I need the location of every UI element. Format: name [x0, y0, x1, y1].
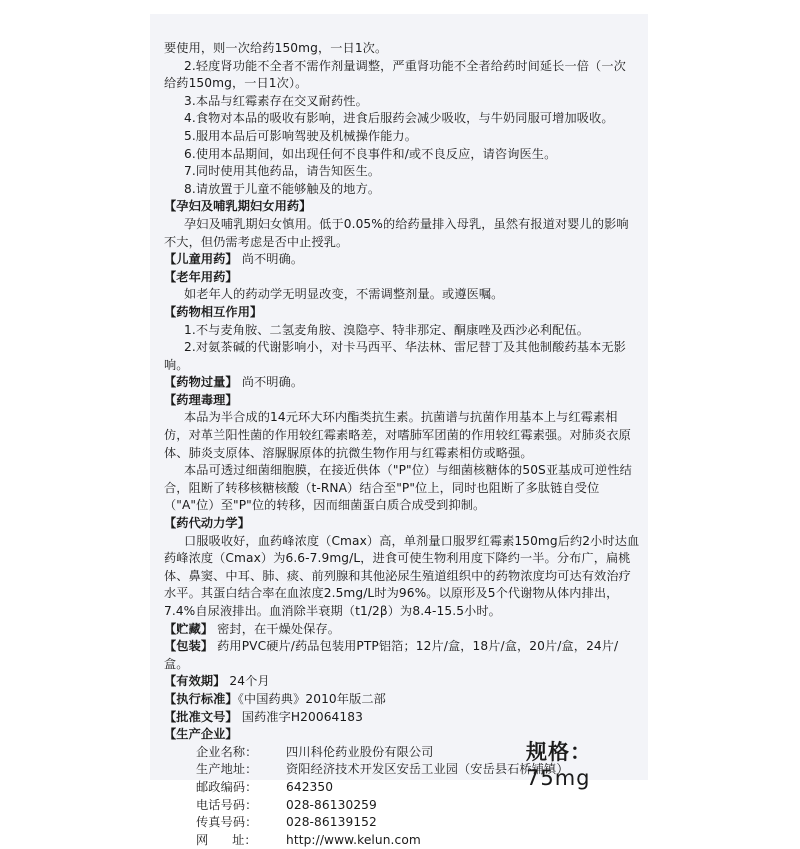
section-label: 【有效期】 — [164, 674, 226, 689]
section-label: 【药代动力学】 — [164, 516, 251, 531]
company-fax-row — [164, 814, 640, 832]
section-children — [164, 251, 640, 269]
text-line: 8.请放置于儿童不能够触及的地方。 — [184, 181, 381, 196]
text-line: 本品为半合成的14元环大环内酯类抗生素。抗菌谱与抗菌作用基本上与红霉素相 — [184, 410, 618, 425]
section-overdose — [164, 374, 640, 392]
text-line: 仿，对革兰阳性菌的作用较红霉素略差，对嗜肺军团菌的作用较红霉素强。对肺炎衣原 — [164, 428, 631, 443]
company-field-value: 028-86139152 — [286, 815, 377, 830]
text-line: 7.同时使用其他药品，请告知医生。 — [184, 164, 381, 179]
text-line: 给药150mg，一日1次）。 — [164, 76, 308, 91]
text-line: 要使用，则一次给药150mg，一日1次。 — [164, 41, 388, 55]
section-elderly-heading — [164, 269, 640, 287]
text-line: 孕妇及哺乳期妇女慎用。低于0.05%的给药量排入母乳，虽然有报道对婴儿的影响 — [184, 216, 629, 231]
text-line: 4.食物对本品的吸收有影响，进食后服药会减少吸收，与牛奶同服可增加吸收。 — [184, 111, 614, 126]
text-line: 如老年人的药动学无明显改变，不需调整剂量。或遵医嘱。 — [184, 287, 504, 302]
text-line: 合，阻断了转移核糖核酸（t-RNA）结合至"P"位上，同时也阻断了多肽链自受位 — [164, 480, 600, 495]
text-line: 6.使用本品期间，如出现任何不良事件和/或不良反应，请咨询医生。 — [184, 146, 557, 161]
section-pharmacokinetics-heading — [164, 515, 640, 533]
section-label: 【老年用药】 — [164, 269, 238, 284]
spec-value: 75mg — [526, 766, 591, 790]
section-label: 【包装】 — [164, 639, 214, 654]
text-line: 2.对氨茶碱的代谢影响小，对卡马西平、华法林、雷尼替丁及其他制酸药基本无影 — [184, 340, 626, 355]
company-field-value: 642350 — [286, 779, 334, 794]
section-standard — [164, 691, 640, 709]
company-tel-row — [164, 797, 640, 815]
section-text: 24个月 — [229, 674, 270, 689]
company-field-key: 邮政编码： — [196, 779, 258, 794]
text-line: 体、鼻窦、中耳、肺、痰、前列腺和其他泌尿生殖道组织中的药物浓度均可达有效治疗 — [164, 568, 631, 583]
section-text: 尚不明确。 — [241, 252, 304, 267]
section-label: 【执行标准】 — [164, 691, 238, 706]
text-line: 2.轻度肾功能不全者不需作剂量调整，严重肾功能不全者给药时间延长一倍（一次 — [184, 58, 626, 73]
company-field-key: 电话号码： — [196, 797, 258, 812]
section-text: 国药准字H20064183 — [241, 709, 363, 724]
text-line: 1.不与麦角胺、二氢麦角胺、溴隐亭、特非那定、酮康唑及西沙必利配伍。 — [184, 322, 590, 337]
text-line: 体、肺炎支原体、溶脲脲原体的抗微生物作用与红霉素相仿或略强。 — [164, 445, 533, 460]
company-website: http://www.kelun.com — [286, 832, 421, 847]
leaflet-content — [164, 40, 640, 849]
company-web-row — [164, 832, 640, 849]
text-line: （"A"位）至"P"位的转移，因而细菌蛋白质合成受到抑制。 — [164, 498, 486, 513]
section-label: 【贮藏】 — [164, 621, 214, 636]
section-package — [164, 638, 640, 673]
section-text: 密封，在干燥处保存。 — [217, 621, 341, 636]
company-field-value: 028-86130259 — [286, 797, 377, 812]
text-line: 药峰浓度（Cmax）为6.6-7.9mg/L，进食可使生物利用度下降约一半。分布广，扁桃 — [164, 551, 631, 566]
section-pregnancy-heading — [164, 198, 640, 216]
section-label: 【孕妇及哺乳期妇女用药】 — [164, 199, 312, 214]
section-label: 【儿童用药】 — [164, 252, 238, 267]
section-text: 尚不明确。 — [241, 375, 304, 390]
text-line: 不大，但仍需考虑是否中止授乳。 — [164, 234, 349, 249]
company-field-key: 企业名称： — [196, 744, 258, 759]
company-field-value: 四川科伦药业股份有限公司 — [286, 744, 434, 759]
text-line: 响。 — [164, 357, 189, 372]
section-validity — [164, 673, 640, 691]
section-label: 【药理毒理】 — [164, 392, 238, 407]
company-field-key: 传真号码： — [196, 815, 258, 830]
section-label: 【批准文号】 — [164, 709, 238, 724]
section-label: 【药物过量】 — [164, 375, 238, 390]
spec-label: 规格： — [526, 740, 592, 764]
text-line: 本品可透过细菌细胞膜，在接近供体（"P"位）与细菌核糖体的50S亚基成可逆性结 — [184, 463, 632, 478]
section-pharmacology-heading — [164, 392, 640, 410]
text-line: 5.服用本品后可影响驾驶及机械操作能力。 — [184, 128, 418, 143]
section-interactions-heading — [164, 304, 640, 322]
section-label: 【药物相互作用】 — [164, 304, 263, 319]
section-approval — [164, 709, 640, 727]
section-storage — [164, 621, 640, 639]
company-field-key: 网 址： — [196, 832, 257, 847]
section-label: 【生产企业】 — [164, 727, 238, 742]
text-line: 7.4%自尿液排出。血消除半衰期（t1/2β）为8.4-15.5小时。 — [164, 604, 501, 618]
leaflet-sheet — [150, 14, 648, 847]
company-field-key: 生产地址： — [196, 762, 258, 777]
text-line: 水平。其蛋白结合率在血浓度2.5mg/L时为96%。以原形及5个代谢物从体内排出， — [164, 586, 619, 601]
section-text: 《中国药典》2010年版二部 — [237, 691, 386, 706]
text-line: 口服吸收好，血药峰浓度（Cmax）高，单剂量口服罗红霉素150mg后约2小时达血 — [184, 533, 640, 548]
section-text: 药用PVC硬片/药品包装用PTP铝箔；12片/盒，18片/盒，20片/盒，24片/盒。 — [164, 639, 619, 671]
text-line: 3.本品与红霉素存在交叉耐药性。 — [184, 93, 368, 108]
company-field-value: 资阳经济技术开发区安岳工业园（安岳县石桥铺镇） — [286, 762, 569, 777]
specification — [526, 736, 648, 790]
